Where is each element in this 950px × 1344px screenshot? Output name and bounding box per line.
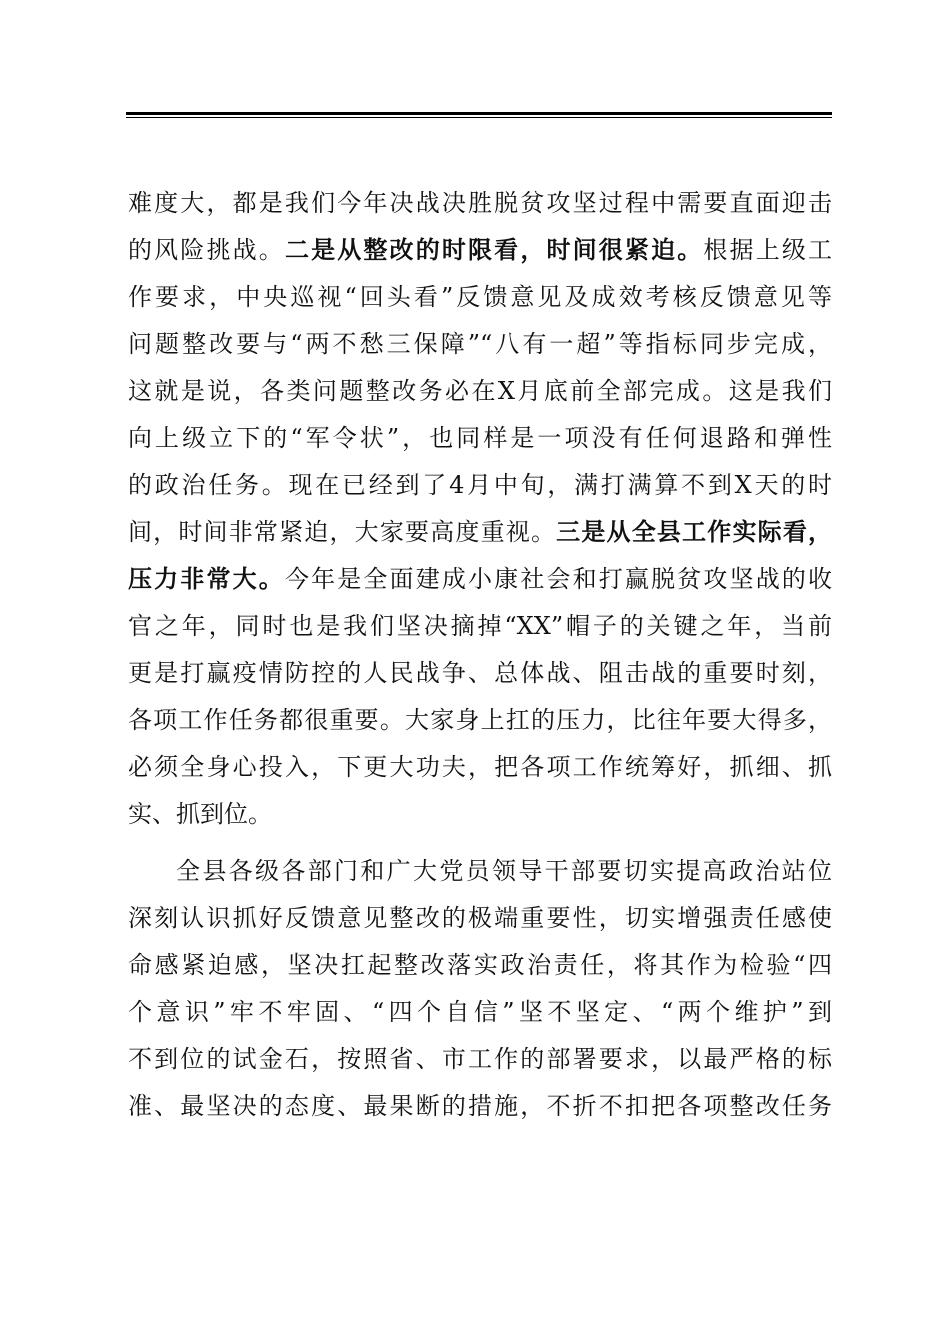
paragraph-2-line-4: 个意识”牢不牢固、“四个自信”坚不坚定、“两个维护”到 — [128, 998, 832, 1026]
paragraph-1-line-7: 的政治任务。现在已经到了4月中旬，满打满算不到X天的时 — [128, 471, 832, 499]
paragraph-1-line-13: 必须全身心投入，下更大功夫，把各项工作统筹好，抓细、抓 — [128, 753, 832, 781]
paragraph-1-line-11: 更是打赢疫情防控的人民战争、总体战、阻击战的重要时刻， — [128, 659, 832, 687]
paragraph-1-line-5: 这就是说，各类问题整改务必在X月底前全部完成。这是我们 — [128, 377, 832, 405]
paragraph-2-line-5: 不到位的试金石，按照省、市工作的部署要求，以最严格的标 — [128, 1045, 832, 1073]
header-rule-thick — [126, 112, 832, 115]
paragraph-1-line-9 — [128, 556, 832, 603]
paragraph-2-line-6: 准、最坚决的态度、最果断的措施，不折不扣把各项整改任务 — [128, 1092, 832, 1120]
bold-heading-third-point-cont: 压力非常大。 — [128, 565, 285, 593]
text-run: 今年是全面建成小康社会和打赢脱贫攻坚战的收 — [284, 565, 832, 593]
header-double-rule — [126, 112, 832, 119]
paragraph-2 — [128, 848, 832, 1130]
paragraph-1-line-2 — [128, 227, 832, 274]
paragraph-1-line-8 — [128, 509, 832, 556]
bold-heading-third-point: 三是从全县工作实际看， — [556, 518, 832, 546]
paragraph-1-line-4: 问题整改要与“两不愁三保障”“八有一超”等指标同步完成， — [128, 330, 832, 358]
bold-heading-second-point: 二是从整改的时限看，时间很紧迫。 — [284, 236, 704, 264]
paragraph-1-line-3: 作要求，中央巡视“回头看”反馈意见及成效考核反馈意见等 — [128, 283, 832, 311]
paragraph-1-line-1: 难度大，都是我们今年决战决胜脱贫攻坚过程中需要直面迎击 — [128, 189, 832, 217]
paragraph-1-line-12: 各项工作任务都很重要。大家身上扛的压力，比往年要大得多， — [128, 706, 832, 734]
paragraph-2-line-3: 命感紧迫感，坚决扛起整改落实政治责任，将其作为检验“四 — [128, 951, 832, 979]
text-run: 的风险挑战。 — [128, 236, 285, 264]
paragraph-2-line-2: 深刻认识抓好反馈意见整改的极端重要性，切实增强责任感使 — [128, 904, 832, 932]
body-text — [128, 180, 832, 1130]
paragraph-2-line-1: 全县各级各部门和广大党员领导干部要切实提高政治站位 — [176, 857, 832, 885]
header-rule-thin — [126, 117, 832, 118]
text-run: 根据上级工 — [703, 236, 832, 264]
paragraph-gap — [128, 838, 832, 848]
paragraph-1-line-10: 官之年，同时也是我们坚决摘掉“XX”帽子的关键之年，当前 — [128, 612, 832, 640]
paragraph-1-line-14: 实、抓到位。 — [128, 800, 272, 828]
paragraph-1-line-6: 向上级立下的“军令状”，也同样是一项没有任何退路和弹性 — [128, 424, 832, 452]
text-run: 间，时间非常紧迫，大家要高度重视。 — [128, 518, 557, 546]
paragraph-1 — [128, 180, 832, 838]
